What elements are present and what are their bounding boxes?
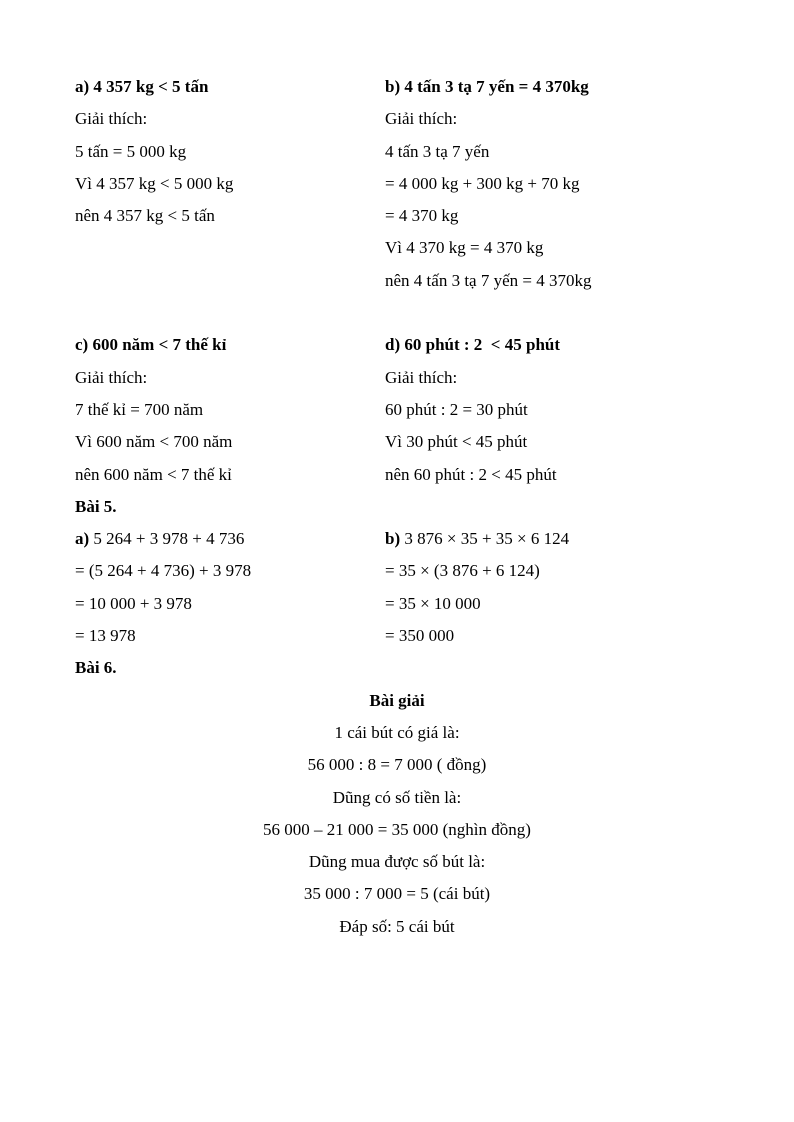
bai6-solution: [75, 685, 719, 943]
text-line: nên 60 phút : 2 < 45 phút: [385, 464, 557, 484]
solution-line: 56 000 : 8 = 7 000 ( đồng): [307, 755, 487, 775]
text-line: 60 phút : 2 = 30 phút: [385, 399, 528, 419]
bai4-part-d: [385, 329, 719, 490]
text-line: 7 thế kỉ = 700 năm: [75, 399, 204, 419]
part-a-heading: a) 4 357 kg < 5 tấn: [75, 77, 209, 96]
text-line: Giải thích:: [75, 367, 148, 387]
text-line: Giải thích:: [75, 109, 148, 129]
bai5-part-b: [385, 523, 719, 652]
bai4-row-ab: [75, 71, 719, 297]
solution-line: Đáp số: 5 cái bút: [339, 916, 455, 936]
text-line: nên 600 năm < 7 thế kỉ: [75, 464, 232, 484]
text-line: = 4 000 kg + 300 kg + 70 kg: [385, 173, 580, 193]
bai4-part-a: [75, 71, 385, 297]
text-line: Vì 4 370 kg = 4 370 kg: [385, 238, 544, 258]
solution-line: 56 000 – 21 000 = 35 000 (nghìn đồng): [263, 819, 531, 839]
text-line: 5 tấn = 5 000 kg: [75, 141, 187, 161]
part-b-expression-line: [385, 523, 719, 555]
text-line: = 13 978: [75, 626, 136, 646]
part-a-marker: a): [75, 529, 90, 549]
text-line: = 35 × 10 000: [385, 593, 481, 613]
part-d-heading: d) 60 phút : 2 < 45 phút: [385, 335, 561, 355]
solution-line: 35 000 : 7 000 = 5 (cái bút): [303, 884, 491, 904]
text-line: nên 4 tấn 3 tạ 7 yến = 4 370kg: [385, 270, 592, 290]
expression-text: 5 264 + 3 978 + 4 736: [93, 529, 245, 549]
solution-title: Bài giải: [369, 690, 425, 710]
solution-line: Dũng mua được số bút là:: [308, 852, 486, 872]
text-line: Giải thích:: [385, 367, 458, 387]
text-line: = 35 × (3 876 + 6 124): [385, 561, 540, 581]
part-c-heading: c) 600 năm < 7 thế kỉ: [75, 335, 227, 355]
bai4-part-b: [385, 71, 719, 297]
solution-line: 1 cái bút có giá là:: [334, 722, 460, 742]
bai4-row-cd: [75, 329, 719, 490]
solution-line: Dũng có số tiền là:: [332, 787, 462, 807]
bai5-part-a: [75, 523, 385, 652]
expression-text: 3 876 × 35 + 35 × 6 124: [404, 529, 570, 549]
text-line: = 350 000: [385, 626, 455, 646]
text-line: Vì 600 năm < 700 năm: [75, 432, 233, 452]
bai5-label: Bài 5.: [75, 496, 117, 516]
text-line: Giải thích:: [385, 109, 458, 129]
bai5-row-ab: [75, 523, 719, 652]
bai6-label: Bài 6.: [75, 658, 117, 678]
text-line: Vì 30 phút < 45 phút: [385, 432, 528, 452]
text-line: Vì 4 357 kg < 5 000 kg: [75, 173, 234, 193]
text-line: = 4 370 kg: [385, 206, 459, 226]
part-b-heading: b) 4 tấn 3 tạ 7 yến = 4 370kg: [385, 77, 589, 96]
text-line: = (5 264 + 4 736) + 3 978: [75, 561, 252, 581]
part-b-marker: b): [385, 529, 401, 549]
part-a-expression-line: [75, 523, 385, 555]
text-line: 4 tấn 3 tạ 7 yến: [385, 141, 490, 161]
blank-line: [75, 297, 719, 329]
bai4-part-c: [75, 329, 385, 490]
text-line: nên 4 357 kg < 5 tấn: [75, 206, 215, 226]
text-line: = 10 000 + 3 978: [75, 593, 192, 613]
